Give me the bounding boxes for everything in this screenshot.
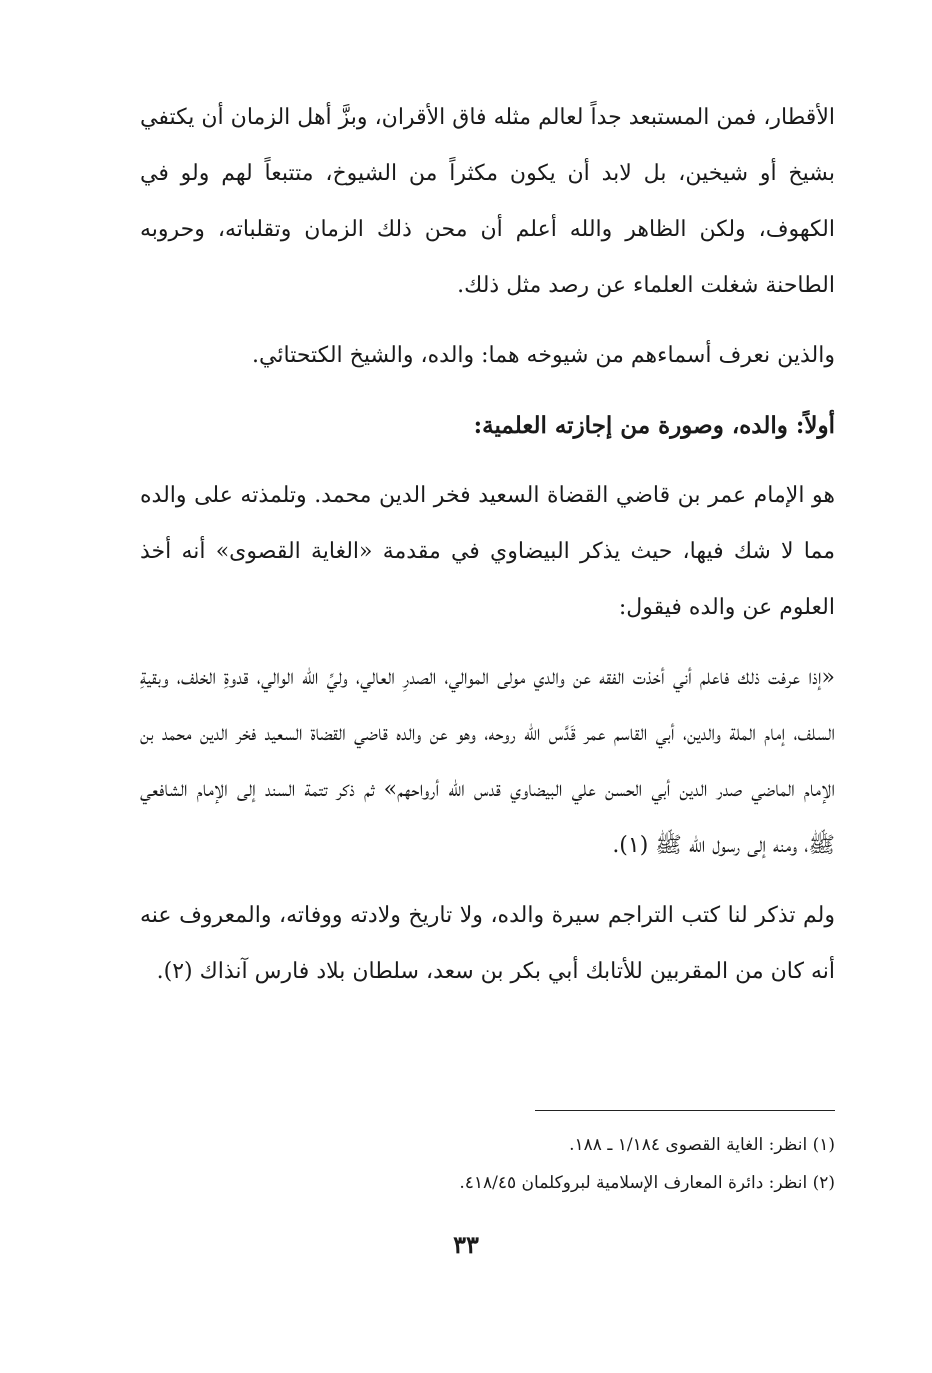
paragraph-1: الأقطار، فمن المستبعد جداً لعالم مثله فاق الأقران، وبزَّ أهل الزمان أن يكتفي بشيخ أو شيخين، بل لابد أن يكون مكثراً من الشيوخ، متتبعاً لهم ولو في الكهوف، ولكن الظاهر والله أعلم أن محن ذلك الزمان وتقلباته، وحروبه الطاحنة شغلت العلماء عن رصد مثل ذلك. <box>140 105 835 298</box>
page-body <box>140 90 835 1014</box>
paragraph-4: ولم تذكر لنا كتب التراجم سيرة والده، ولا تاريخ ولادته ووفاته، والمعروف عنه أنه كان من المقربين للأتابك أبي بكر بن سعد، سلطان بلاد فارس آنذاك (٢). <box>140 903 835 984</box>
footnotes <box>140 1126 835 1202</box>
footnote-2: (٢) انظر: دائرة المعارف الإسلامية لبروكلمان ٤١٨/٤٥. <box>459 1173 835 1193</box>
section-heading: أولاً: والده، وصورة من إجازته العلمية: <box>473 412 835 439</box>
footnote-1: (١) انظر: الغاية القصوى ١/١٨٤ ـ ١٨٨. <box>569 1135 835 1155</box>
paragraph-3: هو الإمام عمر بن قاضي القضاة السعيد فخر الدين محمد. وتلمذته على والده مما لا شك فيها، حيث يذكر البيضاوي في مقدمة «الغاية القصوى» أنه أخذ العلوم عن والده فيقول: <box>140 483 835 620</box>
paragraph-2: والذين نعرف أسماءهم من شيوخه هما: والده، والشيخ الكتحتائي. <box>252 343 835 368</box>
footnote-divider <box>535 1110 835 1111</box>
quote-paragraph: «إذا عرفت ذلك فاعلم أني أخذت الفقه عن والدي مولى الموالي، الصدرِ العالي، وليِّ الله الوالي، قدوةِ الخلف، وبقيةِ السلف، إمام الملة والدين، أبي القاسم عمر قَدَّس الله روحه، وهو عن والده قاضي القضاة السعيد فخر الدين محمد بن الإمام الماضي صدر الدين أبي الحسن علي البيضاوي قدس الله أرواحهم» ثم ذكر تتمة السند إلى الإمام الشافعي ﷺ، ومنه إلى رسول الله ﷺ (١). <box>140 665 835 858</box>
page-number: ٣٣ <box>453 1230 479 1259</box>
